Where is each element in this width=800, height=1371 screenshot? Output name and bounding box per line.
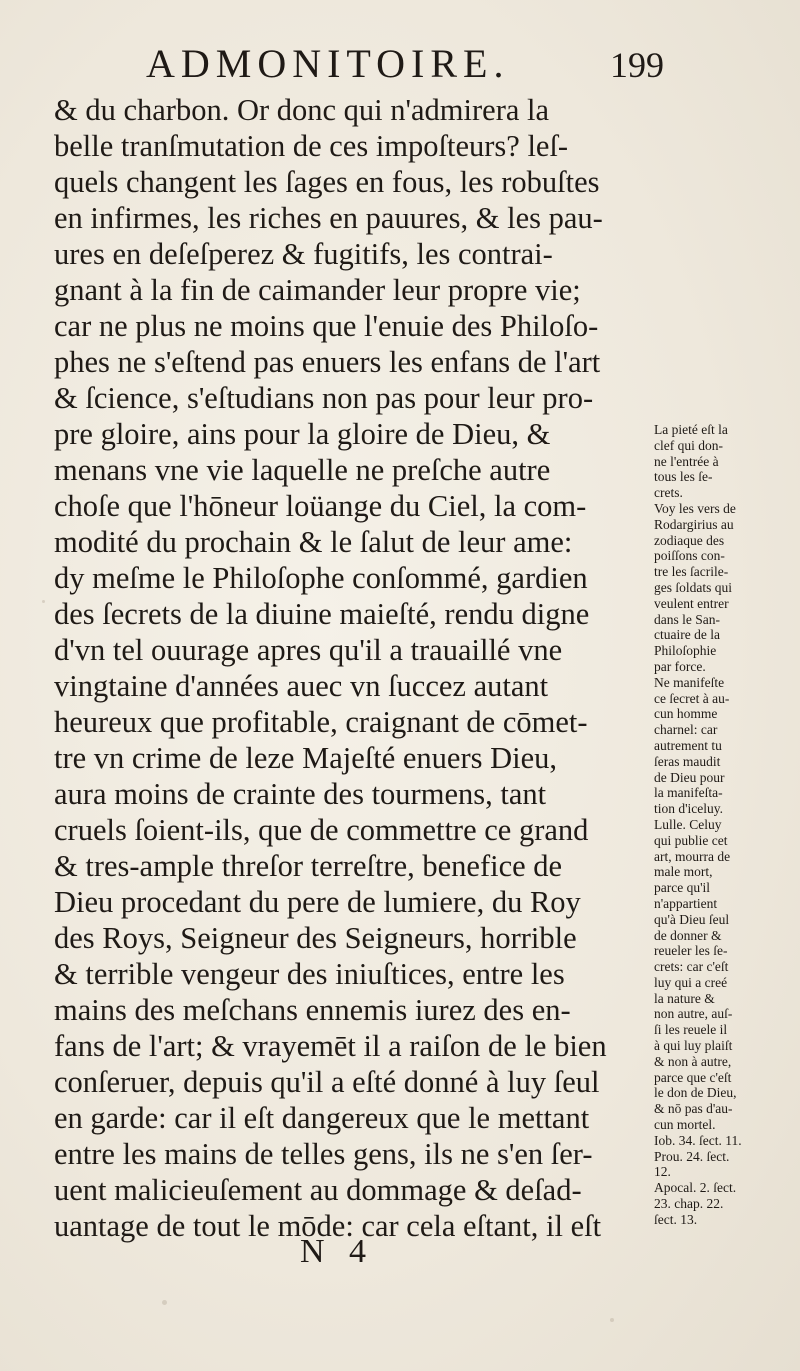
text-line: & tres-ample threſor terreſtre, benefice de <box>54 849 563 883</box>
margin-note-line: charnel: car <box>654 722 718 738</box>
margin-note-line: 23. chap. 22. <box>654 1196 724 1212</box>
text-line: & ſcience, s'eſtudians non pas pour leur pro- <box>54 381 594 415</box>
margin-note-line: & non à autre, <box>654 1053 732 1069</box>
margin-note-line: de Dieu pour <box>654 769 725 785</box>
margin-note-line: zodiaque des <box>654 532 725 548</box>
paper-speck <box>610 1318 614 1322</box>
margin-note-line: ctuaire de la <box>654 627 720 643</box>
margin-note-line: cun homme <box>654 706 718 722</box>
text-line: & terrible vengeur des iniuſtices, entre les <box>54 957 565 991</box>
margin-note-line: male mort, <box>654 864 713 880</box>
text-line: tre vn crime de leze Majeſté enuers Dieu, <box>54 741 558 775</box>
margin-note-line: Philoſophie <box>654 643 717 659</box>
margin-note-line: ſect. 13. <box>654 1211 698 1227</box>
margin-note-line: le don de Dieu, <box>654 1085 737 1101</box>
margin-note-line: tous les ſe- <box>654 469 713 485</box>
margin-note-line: à qui luy plaiſt <box>654 1038 733 1054</box>
margin-note-line: crets: car c'eſt <box>654 959 729 975</box>
text-line: mains des meſchans ennemis iurez des en- <box>54 993 571 1027</box>
margin-note-line: clef qui don- <box>654 437 723 453</box>
paper-speck <box>162 1300 167 1305</box>
margin-note-line: tre les ſacrile- <box>654 564 729 580</box>
margin-note-line: n'appartient <box>654 895 718 911</box>
text-line: quels changent les ſages en fous, les robuſtes <box>54 165 600 199</box>
margin-note-line: 12. <box>654 1164 671 1180</box>
margin-note-line: La pieté eſt la <box>654 422 728 437</box>
margin-note-line: cun mortel. <box>654 1117 716 1133</box>
margin-note-line: qu'à Dieu ſeul <box>654 911 730 927</box>
signature-mark: N 4 <box>300 1233 375 1270</box>
margin-note-line: la nature & <box>654 990 715 1006</box>
text-line: d'vn tel ouurage apres qu'il a trauaillé vne <box>54 633 563 667</box>
margin-note-line: de donner & <box>654 927 722 943</box>
text-line: des Roys, Seigneur des Seigneurs, horrible <box>54 921 577 955</box>
text-line: heureux que profitable, craignant de cōmet- <box>54 705 588 739</box>
margin-note-line: par force. <box>654 658 706 674</box>
margin-note-line: autrement tu <box>654 737 722 753</box>
text-line: en infirmes, les riches en pauures, & les pau- <box>54 201 603 235</box>
margin-note-line: reueler les ſe- <box>654 943 728 959</box>
paper-speck <box>42 600 45 603</box>
text-line: pre gloire, ains pour la gloire de Dieu, & <box>54 417 551 451</box>
main-text <box>54 92 646 1244</box>
text-line: dy meſme le Philoſophe conſommé, gardien <box>54 561 588 595</box>
page-header <box>110 38 670 90</box>
text-line: ures en deſeſperez & fugitifs, les contrai- <box>54 237 553 271</box>
margin-note-line: art, mourra de <box>654 848 731 864</box>
text-line: vingtaine d'années auec vn ſuccez autant <box>54 669 549 703</box>
margin-note-line: veulent entrer <box>654 595 729 611</box>
margin-note-line: ges ſoldats qui <box>654 579 732 595</box>
margin-note-line: non autre, auſ- <box>654 1006 733 1022</box>
margin-note-line: Prou. 24. ſect. <box>654 1148 730 1164</box>
margin-note-line: dans le San- <box>654 611 720 627</box>
text-line: choſe que l'hōneur loüange du Ciel, la com- <box>54 489 587 523</box>
text-line: car ne plus ne moins que l'enuie des Philoſo- <box>54 309 599 343</box>
margin-note-line: poiſſons con- <box>654 548 725 564</box>
margin-note-line: ſi les reuele il <box>654 1022 728 1038</box>
text-line: entre les mains de telles gens, ils ne s'en ſer- <box>54 1137 593 1171</box>
margin-note-line: crets. <box>654 485 683 501</box>
margin-note-line: la manifeſta- <box>654 785 723 801</box>
text-line: phes ne s'eſtend pas enuers les enfans de l'art <box>54 345 601 379</box>
margin-note-line: Voy les vers de <box>654 500 736 516</box>
margin-note-line: ce ſecret à au- <box>654 690 730 706</box>
text-line: des ſecrets de la diuine maieſté, rendu digne <box>54 597 590 631</box>
margin-note-line: ſeras maudit <box>654 753 721 769</box>
text-line: Dieu procedant du pere de lumiere, du Roy <box>54 885 581 919</box>
text-line: gnant à la fin de caimander leur propre vie; <box>54 273 581 307</box>
margin-note-line: Lulle. Celuy <box>654 816 722 832</box>
text-line: en garde: car il eſt dangereux que le mettant <box>54 1101 590 1135</box>
text-line: conſeruer, depuis qu'il a eſté donné à luy ſeul <box>54 1065 600 1099</box>
margin-note-line: tion d'iceluy. <box>654 801 724 817</box>
margin-note-line: parce que c'eſt <box>654 1069 732 1085</box>
margin-note-line: & nō pas d'au- <box>654 1101 733 1117</box>
margin-note-line: luy qui a creé <box>654 974 728 990</box>
margin-note-line: qui publie cet <box>654 832 728 848</box>
page-number: 199 <box>610 45 664 85</box>
margin-note-line: Apocal. 2. ſect. <box>654 1180 737 1196</box>
margin-note-line: parce qu'il <box>654 880 711 896</box>
text-line: menans vne vie laquelle ne preſche autre <box>54 453 551 487</box>
margin-note-line: ne l'entrée à <box>654 453 719 469</box>
text-line: & du charbon. Or donc qui n'admirera la <box>54 93 550 127</box>
text-line: cruels ſoient-ils, que de commettre ce grand <box>54 813 589 847</box>
margin-notes <box>654 422 800 1228</box>
text-line: fans de l'art; & vrayemēt il a raiſon de le bien <box>54 1029 607 1063</box>
text-line: aura moins de crainte des tourmens, tant <box>54 777 547 811</box>
text-line: modité du prochain & le ſalut de leur ame: <box>54 525 573 559</box>
text-line: uantage de tout le mōde: car cela eſtant, il eſt <box>54 1209 602 1243</box>
margin-note-line: Ne manifeſte <box>654 674 725 690</box>
text-line: uent malicieuſement au dommage & deſad- <box>54 1173 582 1207</box>
margin-note-line: Iob. 34. ſect. 11. <box>654 1132 742 1148</box>
running-title: ADMONITOIRE. <box>146 41 510 86</box>
margin-note-line: Rodargirius au <box>654 516 734 532</box>
text-line: belle tranſmutation de ces impoſteurs? leſ- <box>54 129 569 163</box>
